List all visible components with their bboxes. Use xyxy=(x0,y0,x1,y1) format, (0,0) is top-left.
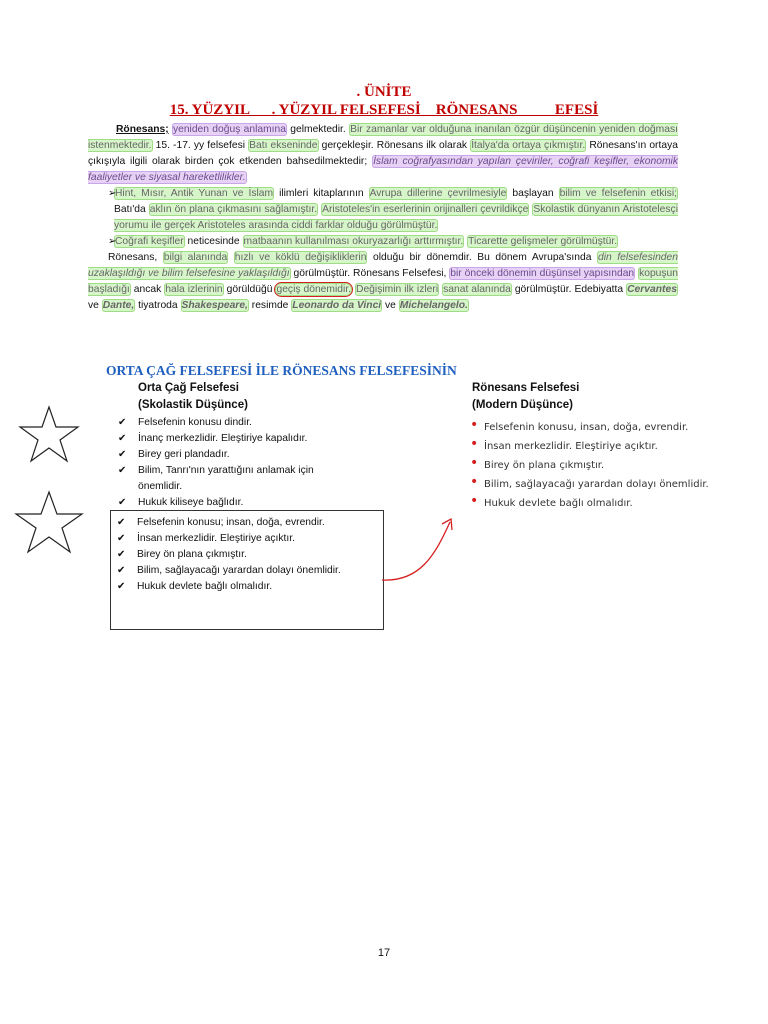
highlight: bilim ve felsefenin etkisi; xyxy=(559,188,677,199)
list-item: • Bilim, sağlayacağı yarardan dolayı önemlidir. xyxy=(470,475,760,494)
left-column-title: Orta Çağ Felsefesi xyxy=(138,382,239,394)
text: ve xyxy=(385,300,396,311)
highlight: İslam coğrafyasından yapılan çeviriler, coğrafi keşifler, ekonomik faaliyetler ve siyasal hareketlilikler. xyxy=(88,156,678,183)
highlight: Skolastik dünyanın Aristotelesçi yorumu ile gerçek Aristoteles arasında ciddi farklar olduğu görülmüştür. xyxy=(114,204,678,231)
list-item: ✔ Bilim, sağlayacağı yarardan dolayı önemlidir. xyxy=(115,563,361,579)
highlight: bilgi alanında xyxy=(163,252,228,263)
list-item: ✔ İnanç merkezlidir. Eleştiriye kapalıdır. xyxy=(116,431,356,447)
comparison-box xyxy=(110,510,384,630)
list-item xyxy=(88,234,678,250)
list-item: ✔ Hukuk kiliseye bağlıdır. xyxy=(116,495,356,511)
text: gerçekleşir. Rönesans ilk olarak xyxy=(321,140,468,151)
star-icon xyxy=(18,405,80,463)
highlight: matbaanın kullanılması okuryazarlığı arttırmıştır. xyxy=(243,236,464,247)
highlight: Bir zamanlar var olduğuna inanılan özgür düşüncenin yeniden doğması istenmektedir. xyxy=(88,124,678,151)
text: Rönesans'ın ortaya çıkışıyla ilgili olarak birden çok etkenden bahsedilmektedir; xyxy=(88,140,678,167)
highlight: Ticarette gelişmeler görülmüştür. xyxy=(468,236,618,247)
list-item xyxy=(88,186,678,234)
list-item: ✔ Hukuk devlete bağlı olmalıdır. xyxy=(115,579,361,595)
page-number: 17 xyxy=(377,947,391,959)
text: ve xyxy=(88,300,99,311)
text: başlayan xyxy=(512,188,554,199)
left-column-list xyxy=(116,415,356,511)
list-item: • İnsan merkezlidir. Eleştiriye açıktır. xyxy=(470,437,760,456)
highlight: Avrupa dillerine çevrilmesiyle xyxy=(369,188,507,199)
list-item: • Birey ön plana çıkmıştır. xyxy=(470,456,760,475)
highlight: din felsefesinden uzaklaşıldığı ve bilim felsefesine yaklaşıldığı xyxy=(88,252,678,279)
text: Batı'da xyxy=(114,204,146,215)
text: görülmüştür. Rönesans Felsefesi, xyxy=(293,268,447,279)
box-list xyxy=(115,515,361,595)
chapter-title-text: 15. YÜZYIL . YÜZYIL FELSEFESİ RÖNESANS EFESİ xyxy=(169,102,599,118)
text: neticesinde xyxy=(187,236,240,247)
text: görülmüştür. Edebiyatta xyxy=(514,284,624,295)
highlight: Değişimin ilk izleri xyxy=(356,284,439,295)
highlight: hızlı ve köklü değişikliklerin xyxy=(234,252,367,263)
highlight: Michelangelo. xyxy=(399,300,468,311)
highlight: sanat alanında xyxy=(443,284,511,295)
list-item: • Hukuk devlete bağlı olmalıdır. xyxy=(470,494,760,513)
highlight: Coğrafi keşifler xyxy=(115,236,184,247)
highlight: Batı ekseninde xyxy=(249,140,318,151)
text: resimde xyxy=(251,300,289,311)
left-column-subtitle: (Skolastik Düşünce) xyxy=(138,399,248,411)
right-column-title: Rönesans Felsefesi xyxy=(472,382,580,394)
text: gelmektedir. xyxy=(290,124,346,135)
left-column-header xyxy=(138,380,378,414)
highlight: bir önceki dönemin düşünsel yapısından xyxy=(450,268,635,279)
highlight: Dante, xyxy=(102,300,135,311)
list-item: ✔ Birey ön plana çıkmıştır. xyxy=(115,547,361,563)
highlight: aklın ön plana çıkmasını sağlamıştır. xyxy=(149,204,318,215)
highlight: hala izlerinin xyxy=(165,284,223,295)
right-column-header xyxy=(472,380,712,414)
right-column-subtitle: (Modern Düşünce) xyxy=(472,399,573,411)
highlight: Leonardo da Vinci xyxy=(292,300,382,311)
highlight: yeniden doğuş anlamına xyxy=(172,124,286,135)
list-item: • Felsefenin konusu, insan, doğa, evrendir. xyxy=(470,418,760,437)
handwritten-notes xyxy=(470,418,760,513)
list-item: ✔ İnsan merkezlidir. Eleştiriye açıktır. xyxy=(115,531,361,547)
section-title: ORTA ÇAĞ FELSEFESİ İLE RÖNESANS FELSEFESİNİN xyxy=(106,363,457,378)
chapter-title xyxy=(0,102,768,119)
list-item: ✔ Felsefenin konusu dindir. xyxy=(116,415,356,431)
star-icon xyxy=(14,490,84,554)
list-item: ✔ Birey geri plandadır. xyxy=(116,447,356,463)
highlight: Aristoteles'in eserlerinin orijinalleri çevrildikçe xyxy=(322,204,529,215)
highlight: İtalya'da ortaya çıkmıştır. xyxy=(471,140,586,151)
intro-term: Rönesans; xyxy=(116,124,169,135)
list-item: ✔ Felsefenin konusu; insan, doğa, evrendir. xyxy=(115,515,361,531)
text: ancak xyxy=(133,284,162,295)
unit-title: . ÜNİTE xyxy=(356,84,412,100)
list-item: ✔ Bilim, Tanrı'nın yarattığını anlamak için önemlidir. xyxy=(116,463,356,495)
text: tiyatroda xyxy=(138,300,178,311)
arrow-icon xyxy=(380,510,460,585)
text: görüldüğü xyxy=(226,284,273,295)
text: olduğu bir dönemdir. Bu dönem Avrupa'sında xyxy=(373,252,592,263)
highlight: kopuşun başladığı xyxy=(88,268,678,295)
highlight: Hint, Mısır, Antik Yunan ve İslam xyxy=(115,188,274,199)
text: Rönesans, xyxy=(108,252,158,263)
text: 15. -17. yy felsefesi xyxy=(155,140,246,151)
text: ilimleri kitaplarının xyxy=(279,188,364,199)
circled-highlight: geçiş dönemidir. xyxy=(276,284,352,295)
intro-paragraph xyxy=(88,122,678,314)
highlight: Shakespeare, xyxy=(181,300,248,311)
highlight: Cervantes xyxy=(627,284,677,295)
bullet-list xyxy=(88,186,678,250)
